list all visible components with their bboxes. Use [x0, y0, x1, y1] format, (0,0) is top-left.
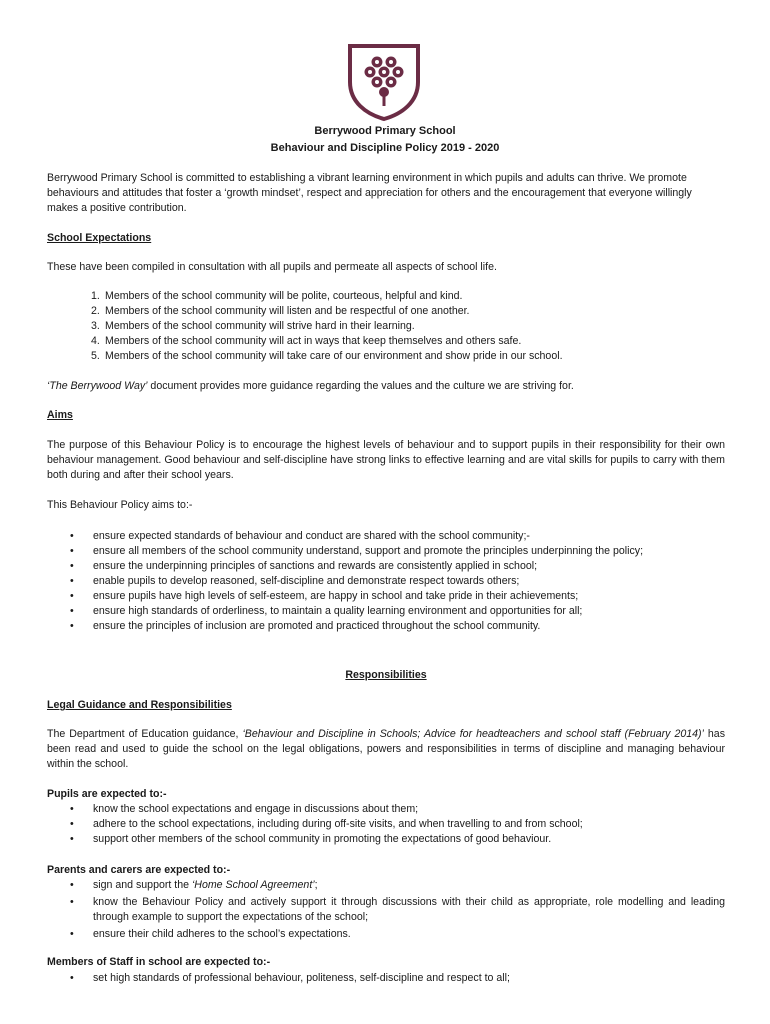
agreement-title: ‘Home School Agreement’ [191, 879, 315, 891]
list-item: • ensure pupils have high levels of self-esteem, are happy in school and take pride in their achievements; [47, 589, 725, 604]
intro-paragraph: Berrywood Primary School is committed to establishing a vibrant learning environment in which pupils and adults can thrive. We promote behaviours and attitudes that foster a ‘growth mindset’, respect and appreciation for others and the encouragement that everyone willingly makes a positive contribution. [47, 172, 692, 214]
legal-text-start: The Department of Education guidance, [47, 728, 243, 740]
parents-list [47, 878, 725, 942]
legal-text-end: has been read and used to guide the school on the legal obligations, powers and responsibilities in terms of discipline and managing behaviour within the school. [47, 728, 725, 770]
aims-heading: Aims [47, 409, 73, 421]
list-number: 5. [91, 350, 100, 362]
list-item: • ensure high standards of orderliness, to maintain a quality learning environment and opportunities for all; [47, 604, 725, 619]
agreement-text-end: ; [314, 879, 318, 891]
list-item: • know the Behaviour Policy and actively support it through discussions with their child as appropriate, role modelling and leading through example to support the expectations of the school; [47, 895, 725, 925]
school-crest-logo [346, 42, 422, 122]
list-item: • ensure the underpinning principles of sanctions and rewards are consistently applied in school; [47, 559, 725, 574]
staff-list [47, 971, 725, 986]
aims-purpose: The purpose of this Behaviour Policy is to encourage the highest levels of behaviour and to support pupils in their responsibility for their own behaviour management. Good behaviour and self-discipline have strong links to effective learning and are vital skills for pupils to carry with them both during and after their school years. [47, 439, 725, 481]
pupils-heading: Pupils are expected to:- [47, 788, 167, 800]
expectations-lead: These have been compiled in consultation with all pupils and permeate all aspects of school life. [47, 261, 497, 273]
aims-lead: This Behaviour Policy aims to:- [47, 499, 193, 511]
legal-document-title: ‘Behaviour and Discipline in Schools; Advice for headteachers and school staff (February 2014)’ [242, 728, 704, 740]
list-number: 1. [91, 290, 100, 302]
agreement-text-start: sign and support the [93, 879, 192, 891]
list-text: Members of the school community will take care of our environment and show pride in our school. [105, 350, 563, 362]
parents-heading: Parents and carers are expected to:- [47, 864, 231, 876]
list-text: Members of the school community will listen and be respectful of one another. [105, 305, 470, 317]
list-item: • ensure expected standards of behaviour and conduct are shared with the school community;- [47, 529, 725, 544]
list-item: • ensure all members of the school community understand, support and promote the principles underpinning the policy; [47, 544, 725, 559]
berrywood-way-text: document provides more guidance regarding the values and the culture we are striving for. [147, 380, 574, 392]
policy-title: Behaviour and Discipline Policy 2019 - 2020 [270, 142, 500, 154]
list-item [47, 334, 725, 349]
list-item [47, 304, 725, 319]
list-text: Members of the school community will be polite, courteous, helpful and kind. [105, 290, 463, 302]
list-item: • ensure the principles of inclusion are promoted and practiced throughout the school community. [47, 619, 725, 634]
school-name: Berrywood Primary School [314, 125, 456, 137]
list-text: Members of the school community will strive hard in their learning. [105, 320, 415, 332]
list-item [47, 319, 725, 334]
list-item: • know the school expectations and engage in discussions about them; [47, 802, 725, 817]
legal-guidance-heading: Legal Guidance and Responsibilities [47, 699, 232, 711]
list-number: 4. [91, 335, 100, 347]
responsibilities-heading: Responsibilities [345, 669, 427, 681]
list-item: • ensure their child adheres to the school’s expectations. [47, 927, 725, 942]
legal-guidance-paragraph [47, 727, 725, 772]
expectations-list [47, 289, 725, 364]
list-item [47, 878, 725, 893]
aims-list [47, 529, 725, 634]
staff-heading: Members of Staff in school are expected to:- [47, 956, 271, 968]
list-item: • adhere to the school expectations, including during off-site visits, and when travelling to and from school; [47, 817, 725, 832]
list-number: 3. [91, 320, 100, 332]
school-expectations-heading: School Expectations [47, 232, 152, 244]
list-item [47, 349, 725, 364]
berrywood-way-note [47, 379, 725, 394]
list-item [47, 289, 725, 304]
list-text: Members of the school community will act in ways that keep themselves and others safe. [105, 335, 522, 347]
list-item: • support other members of the school community in promoting the expectations of good behaviour. [47, 832, 725, 847]
list-item: • set high standards of professional behaviour, politeness, self-discipline and respect to all; [47, 971, 725, 986]
pupils-list [47, 802, 725, 847]
berrywood-way-title: ‘The Berrywood Way’ [47, 380, 148, 392]
list-item: • enable pupils to develop reasoned, self-discipline and demonstrate respect towards others; [47, 574, 725, 589]
list-number: 2. [91, 305, 100, 317]
